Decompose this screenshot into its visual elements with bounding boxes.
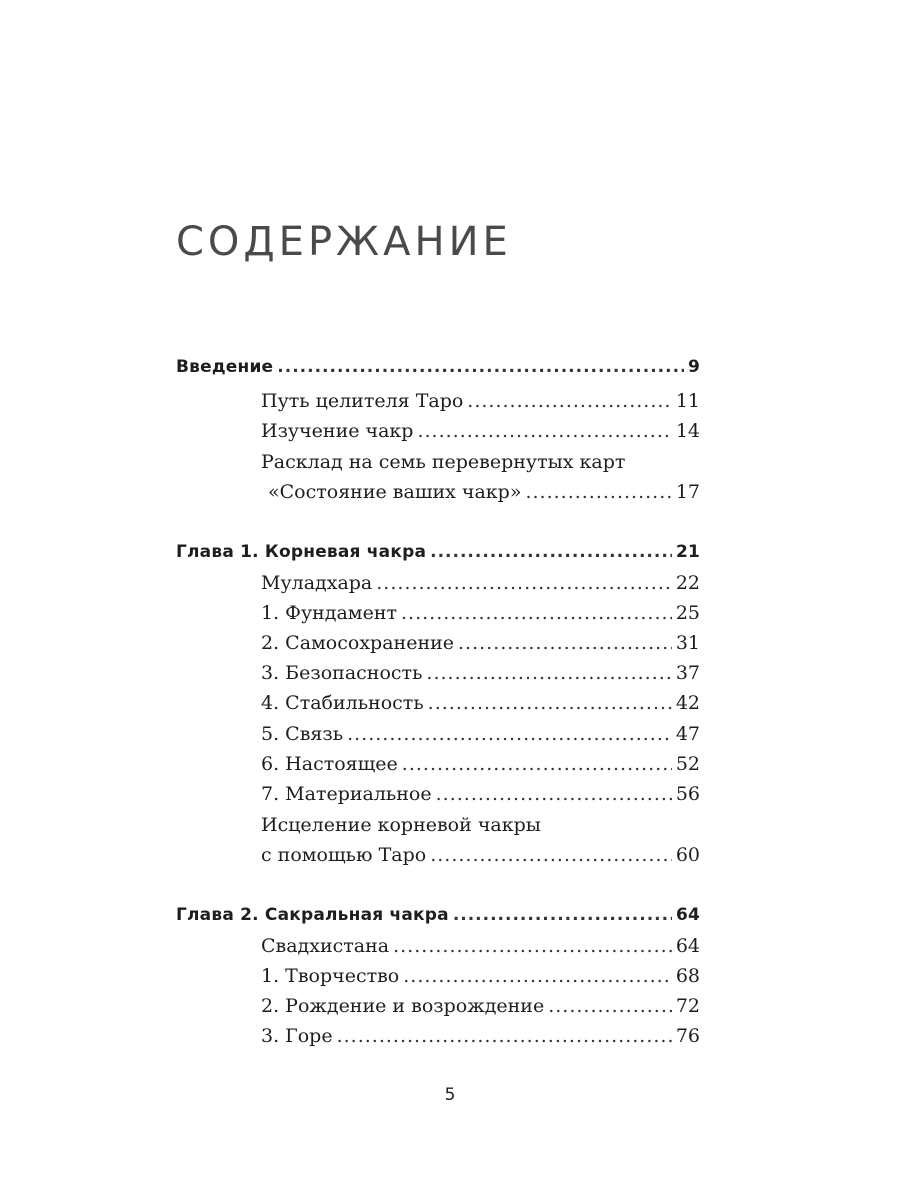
- toc-entry-title: Свадхистана: [261, 935, 390, 957]
- toc-page-number: 52: [675, 753, 700, 775]
- toc-entry: [261, 692, 700, 722]
- toc-page-number: 37: [675, 662, 700, 684]
- toc-entry-title: 6. Настоящее: [261, 753, 398, 775]
- dot-leader: [525, 481, 671, 503]
- dot-leader: [428, 692, 672, 714]
- toc-page-number: 14: [675, 420, 700, 442]
- dot-leader: [403, 965, 672, 987]
- toc-entry-title: 7. Материальное: [261, 783, 432, 805]
- toc-entry-line1: Расклад на семь перевернутых карт: [261, 451, 626, 473]
- toc-entry-title: Муладхара: [261, 572, 373, 594]
- toc-entry-title: 1. Творчество: [261, 965, 400, 987]
- dot-leader: [401, 602, 672, 624]
- toc-entry: [261, 753, 700, 783]
- toc-page-number: 25: [675, 602, 700, 624]
- toc-entry: [261, 1025, 700, 1055]
- toc-entry: [261, 965, 700, 995]
- dot-leader: [402, 753, 672, 775]
- toc-entry: [261, 995, 700, 1025]
- toc-page-number: 47: [675, 723, 700, 745]
- toc-page-number: 68: [675, 965, 700, 987]
- toc-entry-title: 5. Связь: [261, 723, 344, 745]
- toc-entry-title: с помощью Таро: [261, 844, 427, 866]
- dot-leader: [453, 905, 672, 925]
- toc-entry: [261, 662, 700, 692]
- toc-entry: [261, 602, 700, 632]
- toc-entry: [261, 783, 700, 813]
- dot-leader: [430, 844, 672, 866]
- dot-leader: [467, 390, 672, 412]
- toc-page-number: 64: [675, 905, 700, 925]
- dot-leader: [436, 783, 672, 805]
- dot-leader: [337, 1025, 672, 1047]
- toc-page-number: 60: [675, 844, 700, 866]
- toc-page-number: 22: [675, 572, 700, 594]
- toc-entry: [261, 632, 700, 662]
- toc-entry-title: 3. Безопасность: [261, 662, 423, 684]
- dot-leader: [393, 935, 672, 957]
- dot-leader: [277, 357, 684, 377]
- toc-chapter-2: [176, 905, 700, 935]
- toc-chapter-title: Глава 2. Сакральная чакра: [176, 905, 449, 925]
- toc-entry: [261, 420, 700, 450]
- toc-chapter-intro: [176, 357, 700, 387]
- dot-leader: [548, 995, 672, 1017]
- dot-leader: [458, 632, 672, 654]
- dot-leader: [376, 572, 672, 594]
- toc-page-number: 56: [675, 783, 700, 805]
- toc-entry-title: 1. Фундамент: [261, 602, 398, 624]
- toc-entry-title: Изучение чакр: [261, 420, 414, 442]
- toc-entry-title: 3. Горе: [261, 1025, 333, 1047]
- toc-entry-title: 2. Рождение и возрождение: [261, 995, 545, 1017]
- toc-entry-title: «Состояние ваших чакр»: [268, 481, 522, 503]
- toc-entry: [261, 935, 700, 965]
- toc-page-number: 9: [687, 357, 700, 377]
- toc-page-number: 21: [675, 542, 700, 562]
- toc-page-number: 72: [675, 995, 700, 1017]
- toc-entry: [261, 844, 700, 874]
- toc-entry-title: Путь целителя Таро: [261, 390, 464, 412]
- dot-leader: [426, 662, 671, 684]
- page-title: СОДЕРЖАНИЕ: [176, 219, 512, 265]
- toc-page-number: 31: [675, 632, 700, 654]
- toc-entry: [261, 723, 700, 753]
- toc-entry: [261, 390, 700, 420]
- toc-entry-line1: Исцеление корневой чакры: [261, 814, 541, 836]
- dot-leader: [430, 542, 672, 562]
- page-number: 5: [444, 1085, 456, 1105]
- toc-page-number: 42: [675, 692, 700, 714]
- toc-entry-title: 2. Самосохранение: [261, 632, 455, 654]
- toc-page-number: 76: [675, 1025, 700, 1047]
- toc-page-number: 64: [675, 935, 700, 957]
- toc-entry: [268, 481, 700, 511]
- dot-leader: [347, 723, 672, 745]
- toc-chapter-title: Глава 1. Корневая чакра: [176, 542, 427, 562]
- toc-entry: [261, 572, 700, 602]
- toc-chapter-title: Введение: [176, 357, 274, 377]
- dot-leader: [417, 420, 671, 442]
- toc-chapter-1: [176, 542, 700, 572]
- toc-page-number: 17: [675, 481, 700, 503]
- toc-entry-title: 4. Стабильность: [261, 692, 424, 714]
- toc-page-number: 11: [675, 390, 700, 412]
